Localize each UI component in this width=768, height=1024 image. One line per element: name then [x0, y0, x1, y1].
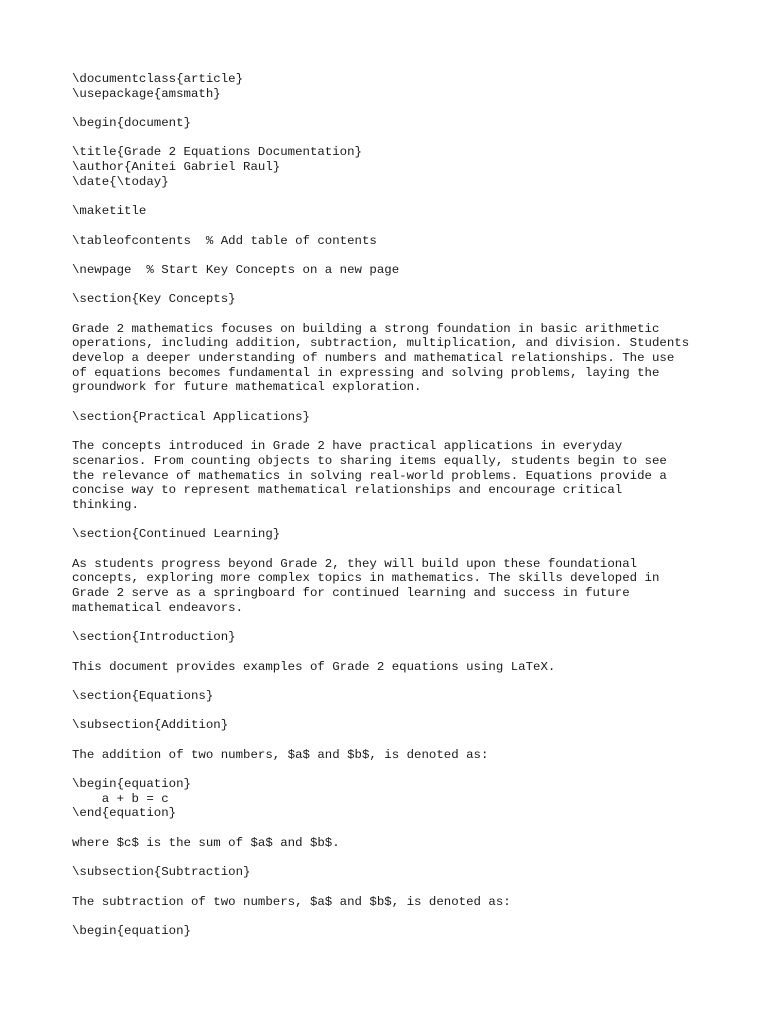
- blank-line: [72, 615, 762, 630]
- source-line: groundwork for future mathematical exploration.: [72, 380, 422, 395]
- blank-line: [72, 131, 762, 146]
- blank-line: [72, 645, 762, 660]
- source-line: a + b = c: [72, 791, 169, 806]
- source-line: \title{Grade 2 Equations Documentation}: [72, 145, 362, 160]
- source-line: thinking.: [72, 497, 139, 512]
- source-line: \section{Equations}: [72, 688, 214, 703]
- source-line: \maketitle: [72, 204, 147, 219]
- source-line: \subsection{Addition}: [72, 718, 229, 733]
- source-line: \section{Key Concepts}: [72, 292, 236, 307]
- blank-line: [72, 704, 762, 719]
- blank-line: [72, 674, 762, 689]
- source-line: The subtraction of two numbers, $a$ and $b$, is denoted as:: [72, 894, 511, 909]
- source-line: \begin{equation}: [72, 777, 191, 791]
- blank-line: [72, 307, 762, 322]
- source-line: The addition of two numbers, $a$ and $b$, is denoted as:: [72, 747, 489, 762]
- source-line: \section{Introduction}: [72, 630, 236, 645]
- source-line: concepts, exploring more complex topics in mathematics. The skills developed in: [72, 571, 660, 586]
- source-line: \date{\today}: [72, 174, 169, 189]
- source-line: \section{Practical Applications}: [72, 409, 310, 424]
- source-line: Grade 2 serve as a springboard for continued learning and success in future: [72, 586, 630, 601]
- blank-line: [72, 880, 762, 895]
- source-line: operations, including addition, subtraction, multiplication, and division. Students: [72, 336, 690, 351]
- source-line: \newpage % Start Key Concepts on a new page: [72, 262, 400, 277]
- source-line: \author{Anitei Gabriel Raul}: [72, 160, 281, 175]
- blank-line: [72, 733, 762, 748]
- source-line: \end{equation}: [72, 806, 177, 821]
- latex-source-text: [72, 72, 762, 939]
- source-line: \begin{equation}: [72, 923, 191, 938]
- blank-line: [72, 821, 762, 836]
- source-line: scenarios. From counting objects to sharing items equally, students begin to see: [72, 453, 667, 468]
- source-line: Grade 2 mathematics focuses on building a strong foundation in basic arithmetic: [72, 321, 660, 336]
- blank-line: [72, 762, 762, 777]
- source-line: This document provides examples of Grade 2 equations using LaTeX.: [72, 659, 556, 674]
- blank-line: [72, 101, 762, 116]
- blank-line: [72, 542, 762, 557]
- blank-line: [72, 248, 762, 263]
- blank-line: [72, 190, 762, 205]
- source-line: concise way to represent mathematical relationships and encourage critical: [72, 483, 623, 498]
- blank-line: [72, 850, 762, 865]
- source-line: develop a deeper understanding of numbers and mathematical relationships. The use: [72, 351, 675, 366]
- blank-line: [72, 395, 762, 410]
- source-line: of equations becomes fundamental in expressing and solving problems, laying the: [72, 365, 660, 380]
- source-line: \usepackage{amsmath}: [72, 86, 221, 101]
- source-line: \documentclass{article}: [72, 72, 244, 86]
- source-line: \subsection{Subtraction}: [72, 865, 251, 880]
- blank-line: [72, 909, 762, 924]
- blank-line: [72, 219, 762, 234]
- source-line: The concepts introduced in Grade 2 have practical applications in everyday: [72, 439, 623, 454]
- source-line: \tableofcontents % Add table of contents: [72, 233, 377, 248]
- source-line: As students progress beyond Grade 2, they will build upon these foundational: [72, 556, 638, 571]
- blank-line: [72, 425, 762, 440]
- blank-line: [72, 513, 762, 528]
- source-line: mathematical endeavors.: [72, 600, 244, 615]
- source-line: where $c$ is the sum of $a$ and $b$.: [72, 835, 340, 850]
- document-page: [72, 72, 762, 939]
- source-line: the relevance of mathematics in solving real-world problems. Equations provide a: [72, 468, 667, 483]
- source-line: \section{Continued Learning}: [72, 527, 281, 542]
- blank-line: [72, 278, 762, 293]
- source-line: \begin{document}: [72, 116, 191, 131]
